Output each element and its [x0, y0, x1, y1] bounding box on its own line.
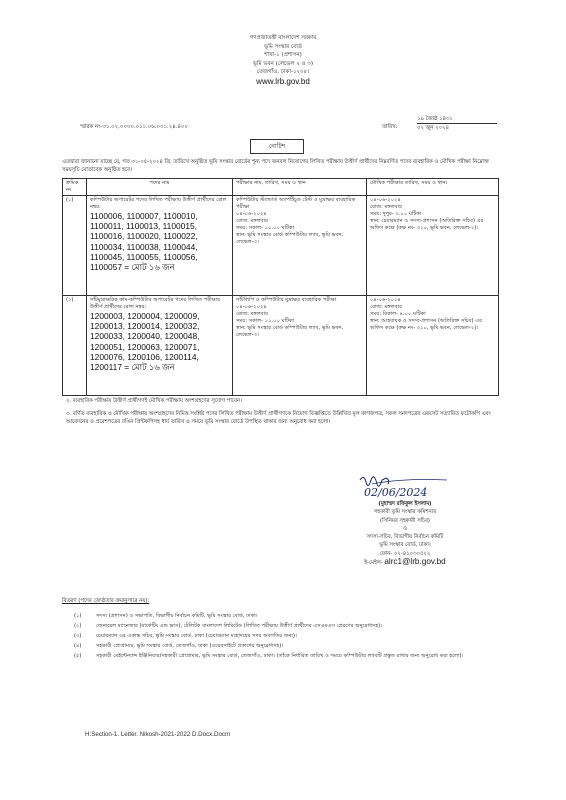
conjunction: ও	[403, 525, 407, 532]
viva-day: রোজ: মঙ্গলবার	[370, 304, 402, 310]
exam-venue: স্থান: ভূমি সংস্কার বোর্ড কম্পিউটার ল্যাব, ভূমি ভবন, লেভেল-৩।	[236, 232, 344, 245]
exam-time: সময়: সকাল- ১০.০০ ঘটিকা	[236, 225, 295, 231]
letterhead	[0, 34, 566, 87]
list-item	[74, 622, 504, 630]
list-item	[74, 612, 504, 620]
exam-cell	[233, 196, 367, 296]
list-item	[74, 652, 504, 660]
list-item	[74, 642, 504, 650]
header-post: পদের নাম	[87, 179, 233, 196]
post-title: কম্পিউটার অপারেটর পদের লিখিত পরীক্ষায় উত্তীর্ণ প্রার্থীদের রোল নম্বর:	[90, 197, 227, 210]
viva-day: রোজ: মঙ্গলবার	[370, 204, 402, 210]
email-link[interactable]: alrc1@lrb.gov.bd	[384, 557, 446, 567]
file-path-footer: H:Section-1. Letter. Nikosh-2021-2022 D.Docx.Docm	[85, 731, 231, 738]
row-serial: (২)	[63, 296, 87, 396]
header-serial: ক্রমিক নং	[63, 179, 87, 196]
viva-cell	[367, 296, 499, 396]
exam-venue: স্থান: ভূমি সংস্কার বোর্ড কম্পিউটার ল্যাব, ভূমি ভবন, লেভেল-৩।	[236, 325, 344, 338]
list-item-number: (৪)	[74, 643, 82, 649]
date-block	[417, 115, 497, 132]
letterhead-line-building: ভূমি ভবন (লেভেল ২ ও ৩)	[252, 60, 314, 67]
memo-reference: স্মারক নং-৩১.০২.০০০০.০১১.০৬.০০১.২৪.৪০০	[80, 124, 188, 130]
exam-name: সাঁটলিপি ও কম্পিউটার মুদ্রাক্ষর ব্যবহারিক পরীক্ষা	[236, 297, 337, 303]
header-exam: পরীক্ষার নাম, তারিখ, সময় ও স্থান	[233, 179, 367, 196]
list-item-text: সদস্য (প্রশাসন) ও সভাপতি, বিভাগীয় নির্বাচন কমিটি, ভূমি সংস্কার বোর্ড, ঢাকা।	[96, 613, 258, 619]
table-header-row	[63, 179, 499, 196]
viva-venue: স্থান: চেয়ারম্যান ও সদস্য-প্রশাসন (অতিরিক্ত সচিব) এর অফিস কক্ষে (কক্ষ নং- ৩১০, ভূমি ভবন, লেভেল-২)।	[370, 218, 484, 231]
viva-time: সময়: বিকাল- ৪.০০ ঘটিকা	[370, 311, 426, 317]
exam-schedule-table	[62, 178, 499, 396]
intro-paragraph: এতদ্বারা জানানো যাচ্ছে যে, গত ৩১-০৫-২০২৪ খ্রি. তারিখে অনুষ্ঠিত ভূমি সংস্কার বোর্ডের শূন্য পদে জনবল নিয়োগের লিখিত পরীক্ষায় উত্তীর্ণ প্রার্থীদের নিম্নবর্ণিত পদের ব্যবহারিক ও মৌখিক পরীক্ষা নিম্নোক্ত সময়সূচি মোতাবেক অনুষ্ঠিত হবে।	[62, 159, 489, 174]
viva-date: ০৪-০৬-২০২৪	[370, 197, 401, 203]
roll-numbers: 1200003, 1200004, 1200009, 1200013, 1200014, 1200032, 1200033, 1200040, 1200048, 1200051, 1200063, 1200071, 1200076, 1200106, 1200114, 1200117 = মোট ১৬ জন	[90, 311, 200, 373]
date-english: ০২ জুন ২০২৪	[417, 125, 449, 131]
paragraph-2: ২. ব্যবহারিক পরীক্ষায় উত্তীর্ণ প্রার্থীগণই মৌখিক পরীক্ষায় অংশগ্রহণের সুযোগ পাবেন।	[66, 398, 242, 404]
viva-date: ০৪-০৬-২০২৪	[370, 297, 401, 303]
row-serial: (১)	[63, 196, 87, 296]
post-title: সাঁটমুদ্রাক্ষরিক কাম-কম্পিউটার অপারেটর পদের লিখিত পরীক্ষায় উত্তীর্ণ প্রার্থীদের রোল নম্বর:	[90, 297, 221, 310]
table-row	[63, 296, 499, 396]
letterhead-line-address: তেজগাঁও, ঢাকা-১২০৮।	[256, 69, 310, 76]
paragraph-3: ৩. বর্ণিত ব্যবহারিক ও মৌখিক পরীক্ষায় অংশগ্রহণের নিমিত্ত সংশ্লিষ্ট পদের লিখিত পরীক্ষায় উত্তীর্ণ প্রার্থীগণকে নিয়োগ বিজ্ঞপ্তিতে উল্লিখিত মূল কাগজপত্র, সকল সনদপত্রের একসেট সত্যায়িত ফটোকপি এবং আবেদনের ও প্রবেশপত্রের রঙিন প্রিন্টকপিসহ ধার্য তারিখ ও সময়ে ভূমি সংস্কার বোর্ডে উপস্থিত থাকার জন্য অনুরোধ করা হলো।	[66, 411, 491, 426]
viva-cell	[367, 196, 499, 296]
email-label: ই-মেইল-	[364, 560, 383, 567]
exam-date: ০৪-০৬-২০২৪	[236, 211, 267, 217]
signatory-name: (মুহাম্মদ রফিকুল ইসলাম)	[378, 501, 432, 507]
signatory-rank: (সিনিয়র সহকারী সচিব)	[380, 517, 430, 524]
date-label: তারিখ:	[382, 124, 398, 130]
signatory-designation: সহকারী ভূমি সংস্কার কমিশনার	[373, 509, 437, 516]
list-item	[74, 632, 504, 640]
date-bangla: ১৯ জ্যৈষ্ঠ ১৪৩১	[417, 115, 497, 124]
header-viva: মৌখিক পরীক্ষার তারিখ, সময় ও স্থান।	[367, 179, 499, 196]
letterhead-line-section: শাখা-১ (প্রশাসন)	[264, 52, 302, 59]
notice-title: নোটিশ	[250, 139, 304, 154]
table-row	[63, 196, 499, 296]
list-item-number: (১)	[74, 613, 82, 619]
exam-cell	[233, 296, 367, 396]
exam-day: রোজ: মঙ্গলবার	[236, 311, 268, 317]
distribution-list	[74, 612, 504, 660]
list-item-text: সহকারী মেইন্টেন্যান্স ইঞ্জিনিয়ার/সহকারী প্রোগ্রামার, ভূমি সংস্কার বোর্ড, তেজগাঁও, ঢাকা। (তাঁকে নির্ধারিত তারিখ ও সময়ে কম্পিউটার ল্যাবটি প্রস্তুত রাখার জন্য অনুরোধ করা হলো)।	[96, 653, 464, 659]
list-item-number: (২)	[74, 623, 82, 629]
list-item-text: চেয়ারম্যান এর একান্ত সচিব, ভূমি সংস্কার বোর্ড, ঢাকা (চেয়ারম্যান মহোদয়ের সদয় অবগতির জন্য)।	[96, 633, 297, 639]
roll-numbers: 1100006, 1100007, 1100010, 1100011, 1100013, 1100015, 1100016, 1100020, 1100022, 1100034, 1100038, 1100044, 1100045, 1100055, 1100056, 1100057 = মোট ১৬ জন	[90, 211, 198, 273]
signature-date: 02/06/2024	[364, 486, 428, 499]
phone-number: ফোন- ০২-৪১০৩০৫২২	[379, 550, 431, 557]
viva-time: সময়: দুপুর- ২.০০ ঘটিকা	[370, 211, 422, 217]
list-item-text: জেনারেল ম্যানেজার (মার্কেটিং এন্ড ভাস), টেলিটক বাংলাদেশ লিমিটেড (লিখিত পরীক্ষায় উত্তীর্ণ প্রার্থীদের এসএমএস প্রেরণের অনুরোধসহ)।	[96, 623, 383, 629]
letterhead-line-government: গণপ্রজাতন্ত্রী বাংলাদেশ সরকার	[249, 35, 317, 41]
committee-role: সদস্য-সচিব, বিভাগীয় নির্বাচন কমিটি	[366, 534, 444, 541]
post-cell	[87, 196, 233, 296]
exam-date: ০৪-০৬-২০২৪	[236, 304, 267, 310]
letterhead-line-office: ভূমি সংস্কার বোর্ড	[264, 43, 302, 50]
list-item-number: (৫)	[74, 653, 82, 659]
office-name: ভূমি সংস্কার বোর্ড, ঢাকা।	[379, 542, 431, 549]
signature-block	[315, 500, 495, 567]
exam-time: সময়: সকাল- ১১.০০ ঘটিকা	[236, 318, 295, 324]
post-cell	[87, 296, 233, 396]
viva-venue: স্থান: আহবায়ক ও সদস্য-প্রশাসন (অতিরিক্ত সচিব) এর অফিস কক্ষে (কক্ষ নং- ৩১০, ভূমি ভবন, লেভেল-২)।	[370, 318, 482, 331]
list-item-number: (৩)	[74, 633, 82, 639]
website-link[interactable]: www.lrb.gov.bd	[256, 76, 310, 86]
list-item-text: সহকারী প্রোগ্রামার, ভূমি সংস্কার বোর্ড, তেজগাঁও, ঢাকা (ওয়েবসাইটে প্রকাশের অনুরোধসহ)।	[96, 643, 284, 649]
distribution-title: বিতরণ (পদের জ্যেষ্ঠতার ক্রমানুসারে নয়):	[62, 598, 150, 604]
email-line	[315, 558, 495, 567]
exam-day: রোজ: মঙ্গলবার	[236, 218, 268, 224]
exam-name: কম্পিউটার স্ট্যান্ডার্ড অ্যাপটিচুড টেস্ট ও মুদ্রাক্ষর ব্যবহারিক পরীক্ষা	[236, 197, 356, 210]
